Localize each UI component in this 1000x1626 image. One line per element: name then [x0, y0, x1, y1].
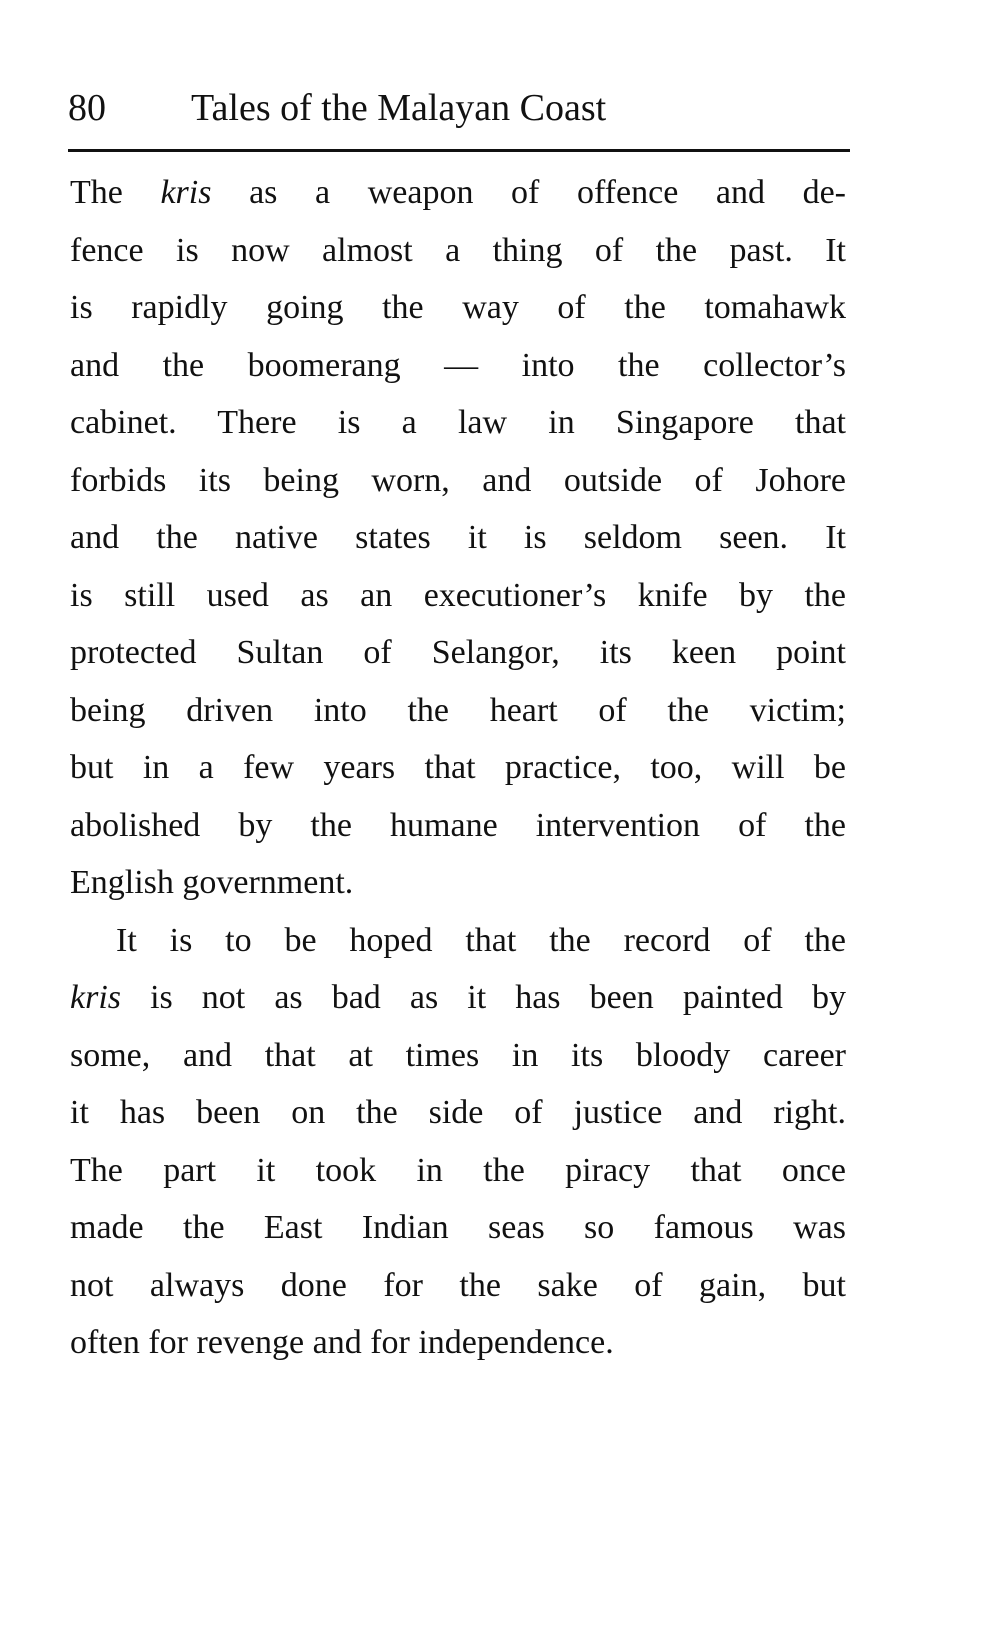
text-line: It is to be hoped that the record of the [116, 921, 846, 959]
body-text [70, 164, 846, 1372]
page-number: 80 [68, 87, 106, 129]
text-line: some, and that at times in its bloody career [70, 1036, 846, 1074]
text-line: and the native states it is seldom seen. It [70, 519, 846, 556]
text-line: The kris as a weapon of offence and de- [70, 174, 846, 211]
italic-term: kris [70, 979, 121, 1016]
header-rule [68, 149, 850, 152]
text-line: cabinet. There is a law in Singapore that [70, 404, 846, 441]
text-line: not always done for the sake of gain, but [70, 1266, 846, 1304]
text-line: fence is now almost a thing of the past. It [70, 231, 846, 269]
text-line: it has been on the side of justice and right. [70, 1094, 846, 1131]
text-line: is still used as an executioner’s knife by the [70, 576, 846, 614]
italic-term: kris [160, 174, 212, 211]
text-line: but in a few years that practice, too, will be [70, 749, 846, 786]
text-line: kris is not as bad as it has been painted by [70, 979, 846, 1016]
text-line: often for revenge and for independence. [70, 1324, 614, 1361]
text-line: The part it took in the piracy that once [70, 1151, 846, 1189]
text-line: is rapidly going the way of the tomahawk [70, 289, 846, 326]
running-title: Tales of the Malayan Coast [191, 87, 607, 129]
text-line: abolished by the humane intervention of the [70, 806, 846, 844]
text-line: English government. [70, 864, 354, 901]
running-head [68, 78, 850, 138]
text-line: being driven into the heart of the victim; [70, 691, 846, 729]
text-line: and the boomerang — into the collector’s [70, 346, 846, 384]
text-line: forbids its being worn, and outside of Johore [70, 461, 846, 499]
text-line: protected Sultan of Selangor, its keen point [70, 634, 846, 671]
text-line: made the East Indian seas so famous was [70, 1209, 846, 1246]
